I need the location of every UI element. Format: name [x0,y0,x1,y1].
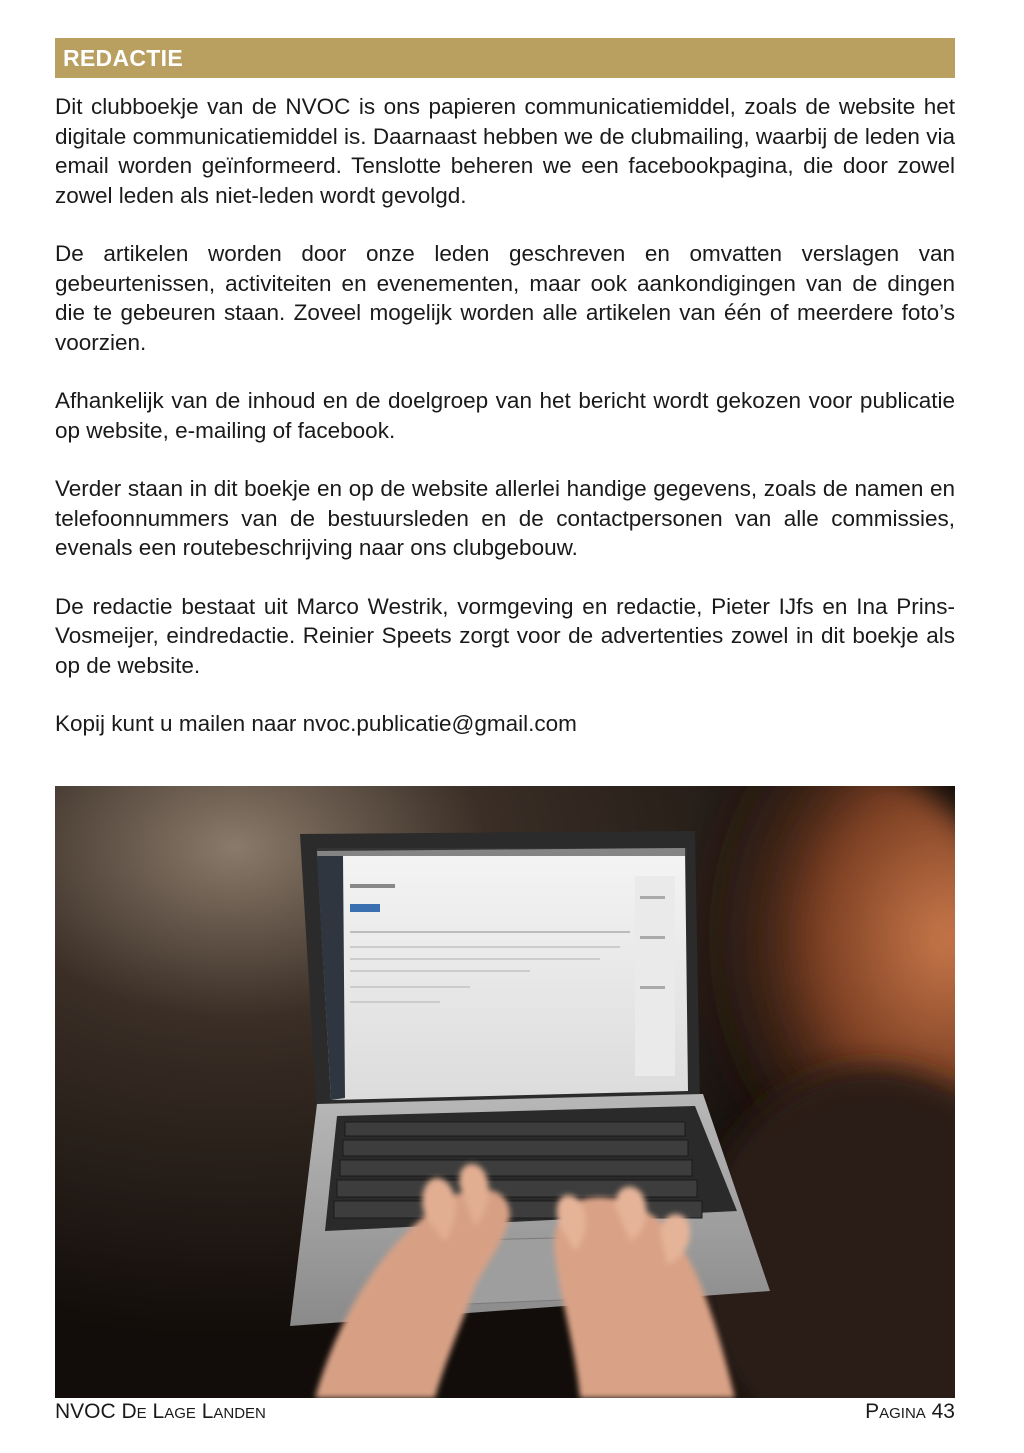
article-body [55,92,955,768]
laptop-illustration [55,786,955,1398]
paragraph-contact: Kopij kunt u mailen naar nvoc.publicatie@gmail.com [55,711,577,736]
paragraph-intro: Dit clubboekje van de NVOC is ons papieren communicatiemiddel, zoals de website het digitale communicatiemiddel is. Daarnaast hebben we de clubmailing, waarbij de leden via email worden geïnformeerd. Tenslotte beheren we een facebookpagina, die door zowel zowel leden als niet-leden wordt gevolgd. [55,94,955,208]
paragraph-contents: Verder staan in dit boekje en op de website allerlei handige gegevens, zoals de namen en telefoonnummers van de bestuursleden en de contactpersonen van alle commissies, evenals een routebeschrijving naar ons clubgebouw. [55,476,955,560]
laptop-photo [55,786,955,1398]
section-title: REDACTIE [55,38,955,78]
footer-publication: NVOC De Lage Landen [55,1400,266,1423]
footer-page-number: Pagina 43 [865,1400,955,1423]
paragraph-publication: Afhankelijk van de inhoud en de doelgroep van het bericht wordt gekozen voor publicatie op website, e-mailing of facebook. [55,388,955,443]
paragraph-articles: De artikelen worden door onze leden geschreven en omvatten verslagen van gebeurtenissen, activiteiten en evenementen, maar ook aankondigingen van de dingen die te gebeuren staan. Zoveel mogelijk worden alle artikelen van één of meerdere foto’s voorzien. [55,241,955,355]
paragraph-team: De redactie bestaat uit Marco Westrik, vormgeving en redactie, Pieter IJfs en Ina Prins-Vosmeijer, eindredactie. Reinier Speets zorgt voor de advertenties zowel in dit boekje als op de website. [55,593,955,678]
laptop-screen [300,831,700,1116]
